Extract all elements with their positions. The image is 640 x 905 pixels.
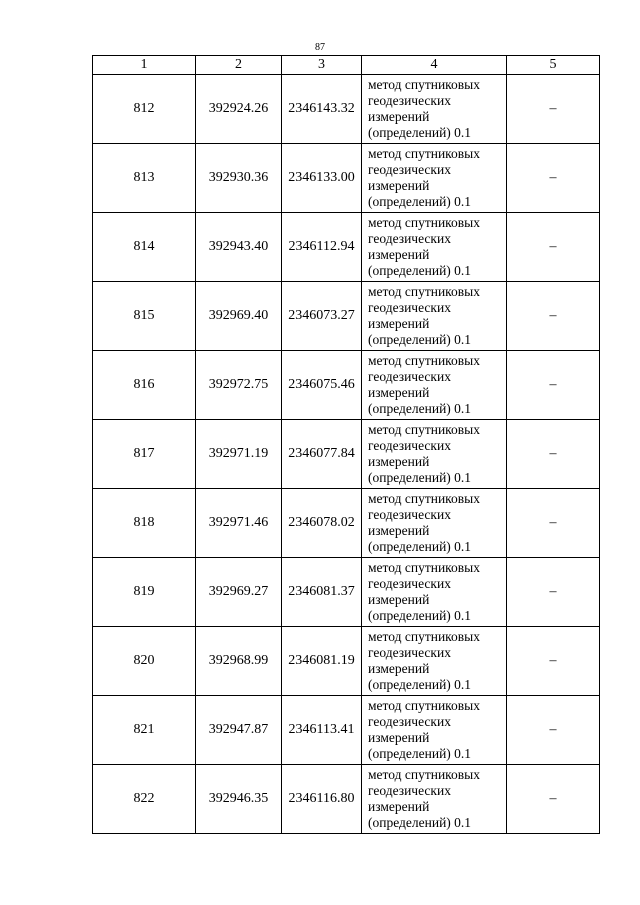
method-cell: метод спутниковых геодезических измерений (определений) 0.1 (362, 282, 507, 351)
x-coordinate-cell: 392968.99 (196, 627, 282, 696)
x-coordinate-cell: 392969.27 (196, 558, 282, 627)
note-cell: – (507, 765, 600, 834)
note-cell: – (507, 420, 600, 489)
x-coordinate-cell: 392943.40 (196, 213, 282, 282)
x-coordinate-cell: 392946.35 (196, 765, 282, 834)
table-row (93, 765, 600, 834)
note-cell: – (507, 696, 600, 765)
x-coordinate-cell: 392924.26 (196, 75, 282, 144)
note-cell: – (507, 213, 600, 282)
method-cell: метод спутниковых геодезических измерений (определений) 0.1 (362, 489, 507, 558)
point-number-cell: 816 (93, 351, 196, 420)
column-header-5: 5 (507, 56, 600, 75)
method-cell: метод спутниковых геодезических измерений (определений) 0.1 (362, 351, 507, 420)
point-number-cell: 821 (93, 696, 196, 765)
column-header-4: 4 (362, 56, 507, 75)
x-coordinate-cell: 392971.19 (196, 420, 282, 489)
point-number-cell: 819 (93, 558, 196, 627)
y-coordinate-cell: 2346073.27 (282, 282, 362, 351)
table-header-row (93, 56, 600, 75)
table-row (93, 351, 600, 420)
y-coordinate-cell: 2346081.19 (282, 627, 362, 696)
point-number-cell: 815 (93, 282, 196, 351)
column-header-1: 1 (93, 56, 196, 75)
y-coordinate-cell: 2346112.94 (282, 213, 362, 282)
point-number-cell: 813 (93, 144, 196, 213)
y-coordinate-cell: 2346081.37 (282, 558, 362, 627)
method-cell: метод спутниковых геодезических измерений (определений) 0.1 (362, 213, 507, 282)
y-coordinate-cell: 2346077.84 (282, 420, 362, 489)
page-number: 87 (315, 42, 325, 53)
method-cell: метод спутниковых геодезических измерений (определений) 0.1 (362, 696, 507, 765)
column-header-3: 3 (282, 56, 362, 75)
method-cell: метод спутниковых геодезических измерений (определений) 0.1 (362, 144, 507, 213)
table-body (93, 75, 600, 834)
note-cell: – (507, 282, 600, 351)
note-cell: – (507, 489, 600, 558)
x-coordinate-cell: 392930.36 (196, 144, 282, 213)
x-coordinate-cell: 392972.75 (196, 351, 282, 420)
column-header-2: 2 (196, 56, 282, 75)
x-coordinate-cell: 392947.87 (196, 696, 282, 765)
y-coordinate-cell: 2346133.00 (282, 144, 362, 213)
table-row (93, 558, 600, 627)
point-number-cell: 812 (93, 75, 196, 144)
y-coordinate-cell: 2346143.32 (282, 75, 362, 144)
point-number-cell: 817 (93, 420, 196, 489)
table-row (93, 144, 600, 213)
table-row (93, 282, 600, 351)
table-row (93, 627, 600, 696)
table-row (93, 420, 600, 489)
note-cell: – (507, 75, 600, 144)
note-cell: – (507, 558, 600, 627)
table-row (93, 489, 600, 558)
point-number-cell: 820 (93, 627, 196, 696)
x-coordinate-cell: 392971.46 (196, 489, 282, 558)
method-cell: метод спутниковых геодезических измерений (определений) 0.1 (362, 420, 507, 489)
method-cell: метод спутниковых геодезических измерений (определений) 0.1 (362, 627, 507, 696)
method-cell: метод спутниковых геодезических измерений (определений) 0.1 (362, 558, 507, 627)
note-cell: – (507, 351, 600, 420)
y-coordinate-cell: 2346078.02 (282, 489, 362, 558)
point-number-cell: 818 (93, 489, 196, 558)
y-coordinate-cell: 2346075.46 (282, 351, 362, 420)
table-row (93, 696, 600, 765)
x-coordinate-cell: 392969.40 (196, 282, 282, 351)
table-row (93, 75, 600, 144)
y-coordinate-cell: 2346113.41 (282, 696, 362, 765)
note-cell: – (507, 627, 600, 696)
y-coordinate-cell: 2346116.80 (282, 765, 362, 834)
method-cell: метод спутниковых геодезических измерений (определений) 0.1 (362, 765, 507, 834)
method-cell: метод спутниковых геодезических измерений (определений) 0.1 (362, 75, 507, 144)
point-number-cell: 814 (93, 213, 196, 282)
note-cell: – (507, 144, 600, 213)
coordinates-table (92, 55, 600, 834)
table-row (93, 213, 600, 282)
point-number-cell: 822 (93, 765, 196, 834)
